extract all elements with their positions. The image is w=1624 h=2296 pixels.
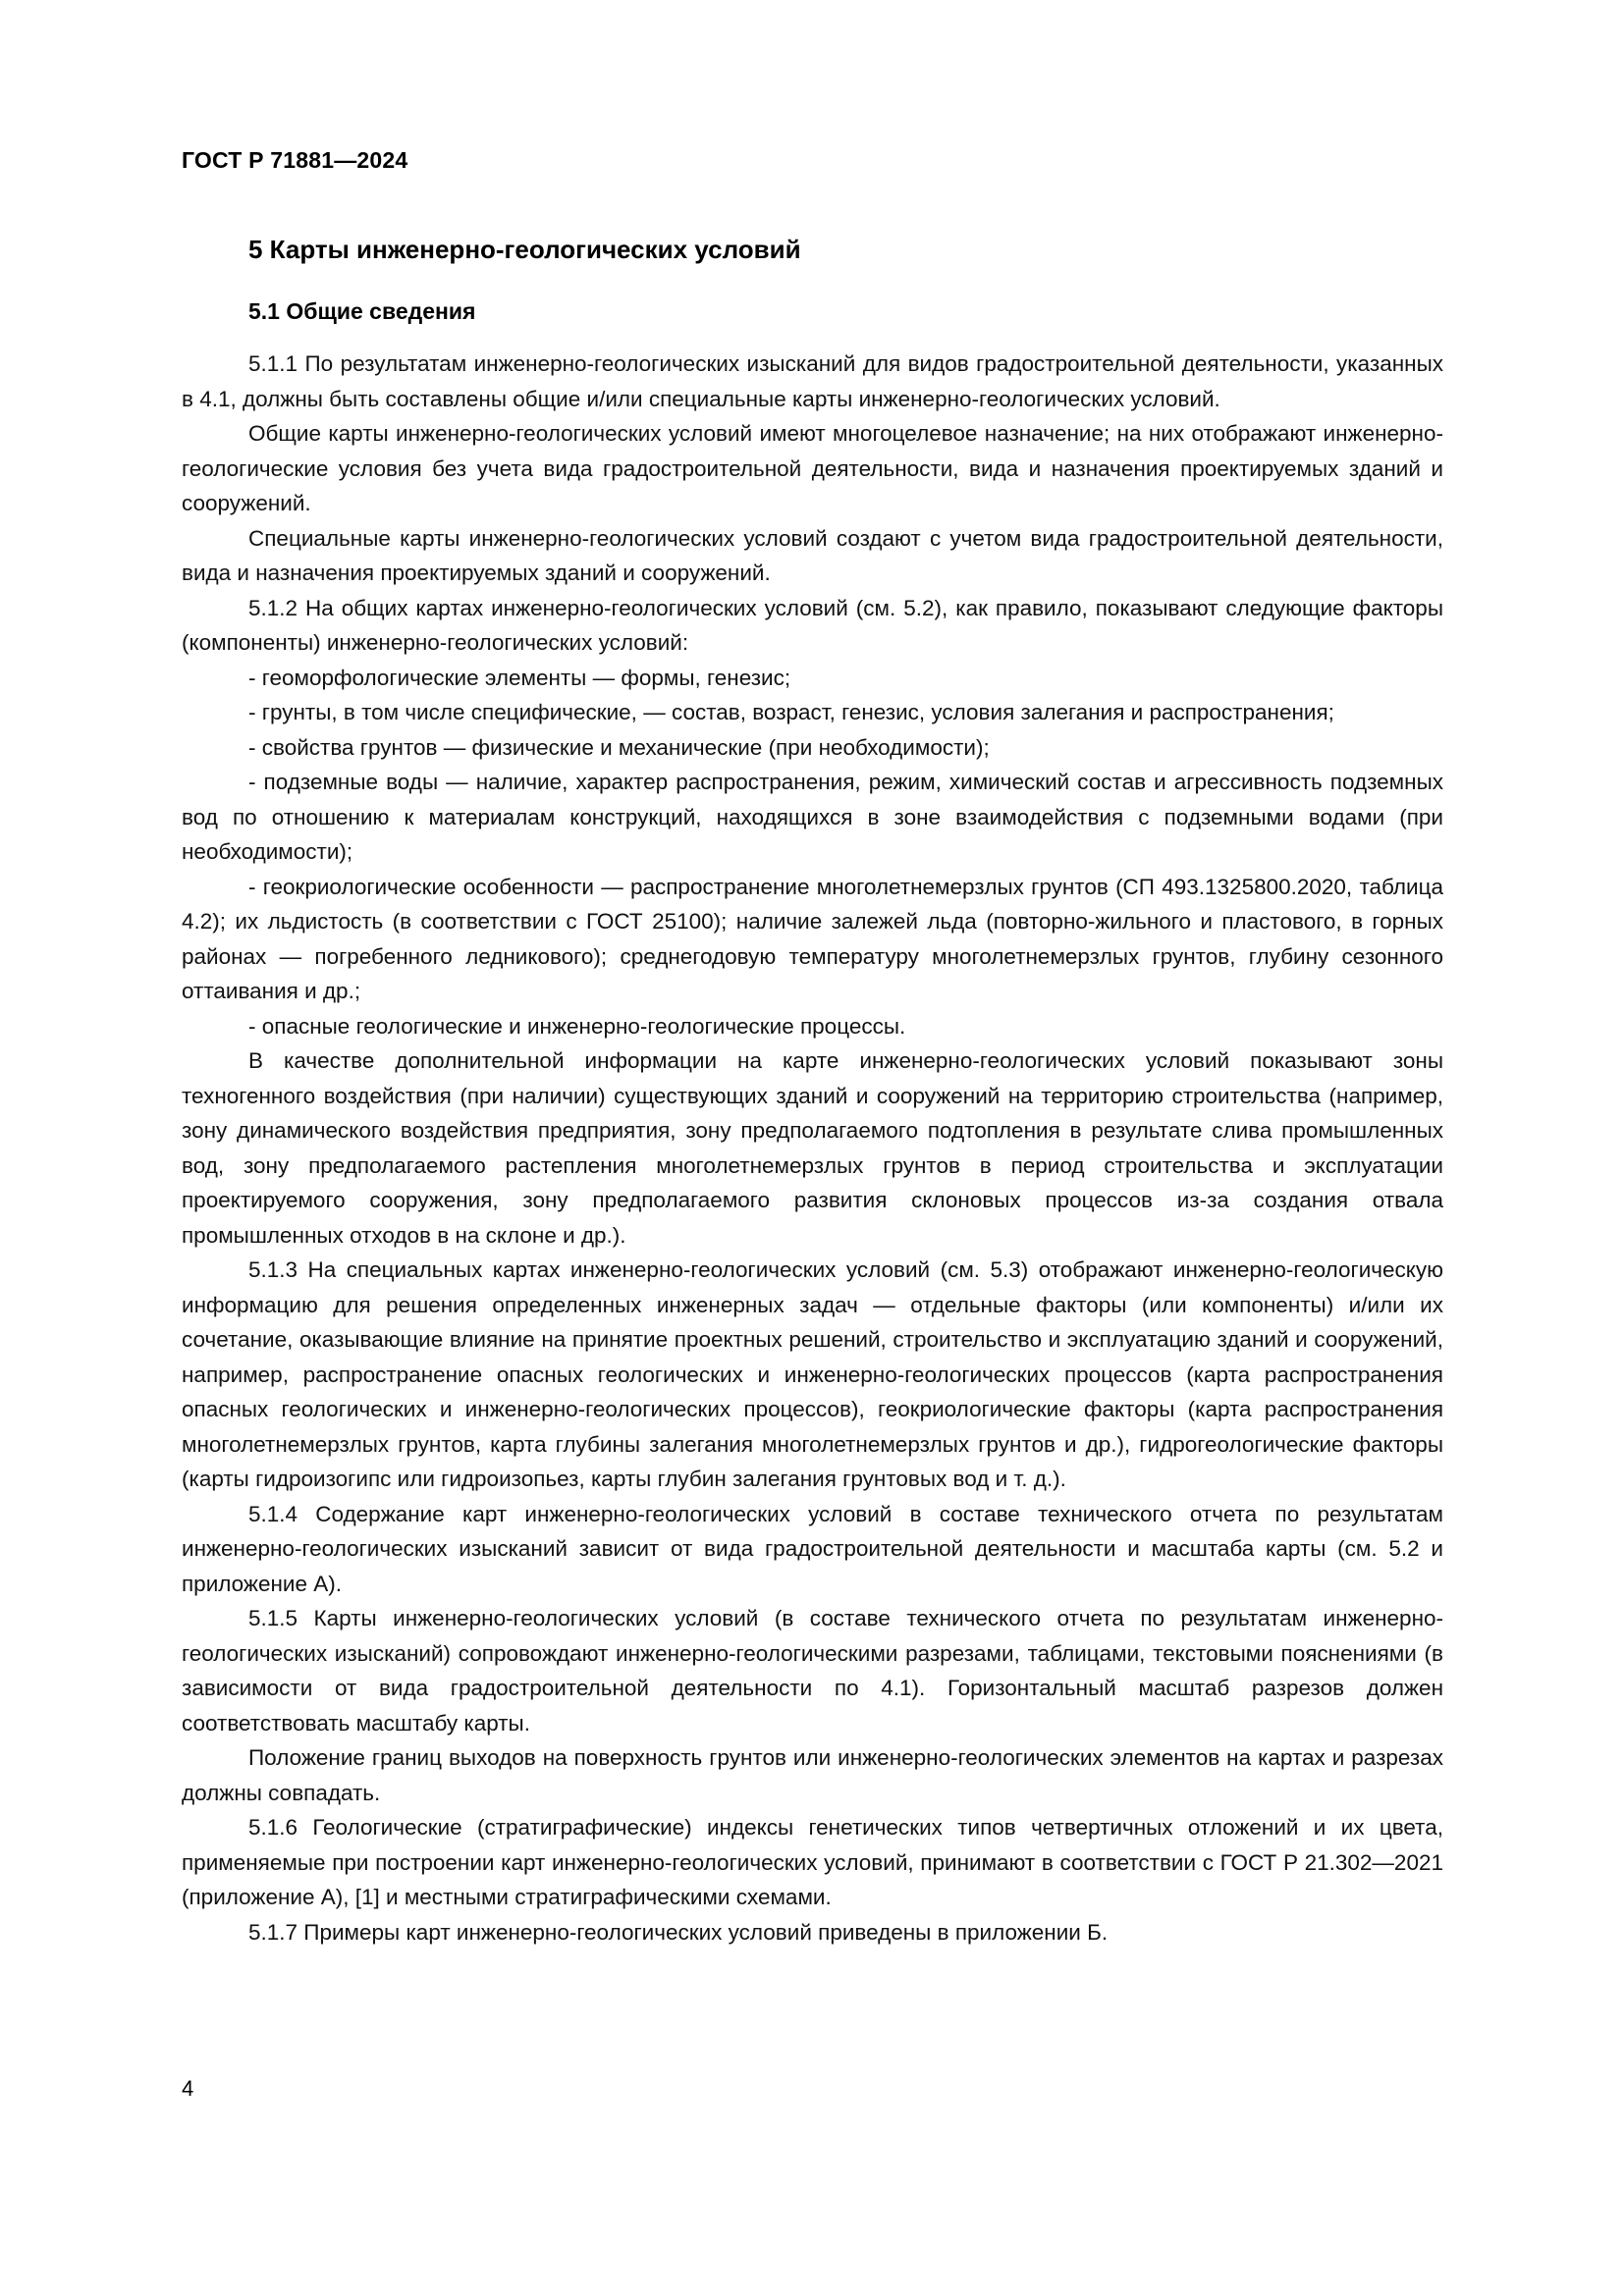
paragraph-additional-info: В качестве дополнительной информации на карте инженерно-геологических условий показывают зоны техногенного воздействия (при наличии) существующих зданий и сооружений на территорию строительства (например, зону динамического воздействия предприятия, зону предполагаемого подтопления в результате слива промышленных вод, зону предполагаемого растепления многолетнемерзлых грунтов в период строительства и эксплуатации проектируемого сооружения, зону предполагаемого развития склоновых процессов из-за создания отвала промышленных отходов в на склоне и др.). <box>182 1048 1443 1248</box>
paragraph-5-1-2: 5.1.2 На общих картах инженерно-геологических условий (см. 5.2), как правило, показывают следующие факторы (компоненты) инженерно-геологических условий: <box>182 595 1443 655</box>
list-item-hazardous-processes: - опасные геологические и инженерно-геологические процессы. <box>248 1013 906 1039</box>
list-item-geocryology: - геокриологические особенности — распространение многолетнемерзлых грунтов (СП 493.1325800.2020, таблица 4.2); их льдистость (в соответствии с ГОСТ 25100); наличие залежей льда (повторно-жильного и пластового, в горных районах — погребенного ледникового); среднегодовую температуру многолетнемерзлых грунтов, глубину сезонного оттаивания и др.; <box>182 874 1443 1003</box>
list-item-soil-properties: - свойства грунтов — физические и механические (при необходимости); <box>248 734 990 760</box>
paragraph-5-1-4: 5.1.4 Содержание карт инженерно-геологических условий в составе технического отчета по результатам инженерно-геологических изысканий зависит от вида градостроительной деятельности и масштаба карты (см. 5.2 и приложение А). <box>182 1501 1443 1596</box>
paragraph-boundaries: Положение границ выходов на поверхность грунтов или инженерно-геологических элементов на картах и разрезах должны совпадать. <box>182 1745 1443 1805</box>
paragraph-5-1-1: 5.1.1 По результатам инженерно-геологических изысканий для видов градостроительной деятельности, указанных в 4.1, должны быть составлены общие и/или специальные карты инженерно-геологических условий. <box>182 351 1443 411</box>
paragraph-general-maps: Общие карты инженерно-геологических условий имеют многоцелевое назначение; на них отображают инженерно-геологические условия без учета вида градостроительной деятельности, вида и назначения проектируемых зданий и сооружений. <box>182 421 1443 515</box>
paragraph-5-1-6: 5.1.6 Геологические (стратиграфические) индексы генетических типов четвертичных отложений и их цвета, применяемые при построении карт инженерно-геологических условий, принимают в соответствии с ГОСТ Р 21.302—2021 (приложение А), [1] и местными стратиграфическими схемами. <box>182 1815 1443 1909</box>
list-item-geomorphology: - геоморфологические элементы — формы, генезис; <box>248 665 791 690</box>
paragraph-5-1-7: 5.1.7 Примеры карт инженерно-геологических условий приведены в приложении Б. <box>248 1919 1109 1945</box>
paragraph-5-1-3: 5.1.3 На специальных картах инженерно-геологических условий (см. 5.3) отображают инженерно-геологическую информацию для решения определенных инженерных задач — отдельные факторы (или компоненты) и/или их сочетание, оказывающие влияние на принятие проектных решений, строительство и эксплуатацию зданий и сооружений, например, распространение опасных геологических и инженерно-геологических процессов (карта распространения опасных геологических и инженерно-геологических процессов), геокриологические факторы (карта распространения многолетнемерзлых грунтов, карта глубины залегания многолетнемерзлых грунтов и др.), гидрогеологические факторы (карты гидроизогипс или гидроизопьез, карты глубин залегания грунтовых вод и т. д.). <box>182 1257 1443 1491</box>
page-number: 4 <box>182 2076 194 2101</box>
list-item-soils: - грунты, в том числе специфические, — состав, возраст, генезис, условия залегания и распространения; <box>248 700 1334 724</box>
paragraph-5-1-5: 5.1.5 Карты инженерно-геологических условий (в составе технического отчета по результатам инженерно-геологических изысканий) сопровождают инженерно-геологическими разрезами, таблицами, текстовыми пояснениями (в зависимости от вида градостроительной деятельности по 4.1). Горизонтальный масштаб разрезов должен соответствовать масштабу карты. <box>182 1606 1443 1735</box>
page-title: 5 Карты инженерно-геологических условий <box>248 235 801 264</box>
standard-header: ГОСТ Р 71881—2024 <box>182 147 408 173</box>
subsection-title: 5.1 Общие сведения <box>248 298 476 324</box>
list-item-groundwater: - подземные воды — наличие, характер распространения, режим, химический состав и агрессивность подземных вод по отношению к материалам конструкций, находящихся в зоне взаимодействия с подземными водами (при необходимости); <box>182 770 1443 864</box>
paragraph-special-maps: Специальные карты инженерно-геологических условий создают с учетом вида градостроительной деятельности, вида и назначения проектируемых зданий и сооружений. <box>182 525 1443 585</box>
page-content <box>182 235 1443 1949</box>
